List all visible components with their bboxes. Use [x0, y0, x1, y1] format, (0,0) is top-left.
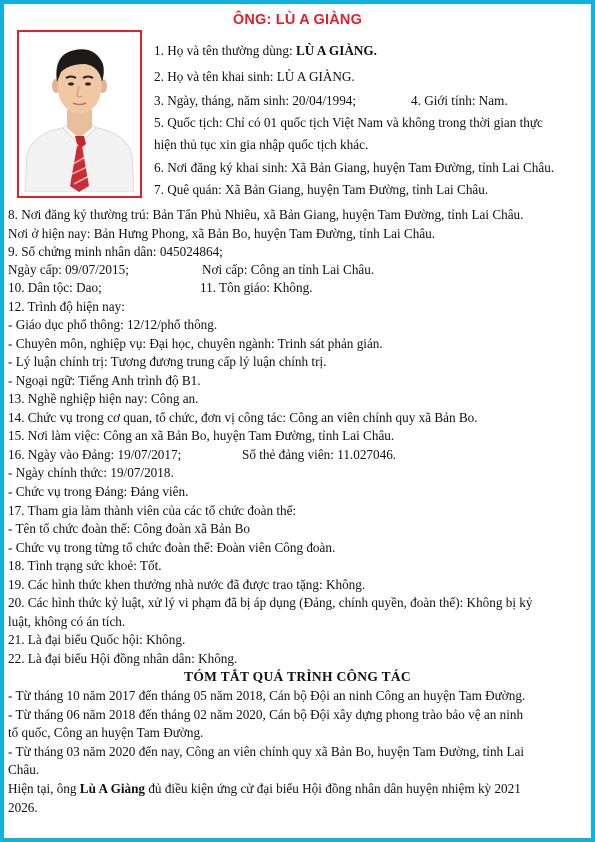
conclusion-name: Lù A Giàng: [79, 781, 146, 796]
page-title: ÔNG: LÙ A GIÀNG: [232, 12, 363, 28]
conclusion-prefix: Hiện tại, ông: [8, 781, 80, 796]
field-ethnicity: 10. Dân tộc: Dao;: [8, 280, 102, 295]
field-id-number: 9. Số chứng minh nhân dân: 045024864;: [8, 244, 223, 259]
field-peoples-council: 22. Là đại biểu Hội đồng nhân dân: Không.: [8, 651, 238, 666]
field-current-residence: Nơi ở hiện nay: Bản Hưng Phong, xã Bản Bo, huyện Tam Đường, tỉnh Lai Châu.: [8, 226, 436, 241]
field-birth-name: 2. Họ và tên khai sinh: LÙ A GIÀNG.: [154, 69, 355, 84]
field-religion: 11. Tôn giáo: Không.: [200, 280, 313, 295]
field-party-official-date: - Ngày chính thức: 19/07/2018.: [8, 465, 174, 480]
field-national-assembly: 21. Là đại biểu Quốc hội: Không.: [8, 632, 186, 647]
field-nationality-line1: 5. Quốc tịch: Chỉ có 01 quốc tịch Việt Nam và không trong thời gian thực: [154, 115, 543, 130]
field-common-name-value: LÙ A GIÀNG.: [295, 43, 377, 58]
field-organization-position: - Chức vụ trong từng tổ chức đoàn thể: Đoàn viên Công đoàn.: [8, 540, 336, 555]
field-education-heading: 12. Trình độ hiện nay:: [8, 299, 125, 314]
field-permanent-residence: 8. Nơi đăng ký thường trú: Bản Tẩn Phủ Nhiêu, xã Bản Giang, huyện Tam Đường, tỉnh Lai Châu.: [8, 207, 524, 222]
field-health: 18. Tình trạng sức khoẻ: Tốt.: [8, 558, 162, 573]
summary-item-3-line1: - Từ tháng 03 năm 2020 đến nay, Công an viên chính quy xã Bản Bo, huyện Tam Đường, tỉnh Lai: [8, 744, 525, 759]
field-professional: - Chuyên môn, nghiệp vụ: Đại học, chuyên ngành: Trinh sát phản gián.: [8, 336, 383, 351]
field-political-theory: - Lý luận chính trị: Tương đương trung cấp lý luận chính trị.: [8, 354, 327, 369]
field-birth-date: 3. Ngày, tháng, năm sinh: 20/04/1994;: [154, 93, 357, 108]
field-general-education: - Giáo dục phổ thông: 12/12/phổ thông.: [8, 317, 218, 332]
field-common-name: [154, 43, 377, 59]
portrait-image: [23, 36, 136, 192]
field-foreign-language: - Ngoại ngữ: Tiếng Anh trình độ B1.: [8, 373, 201, 388]
field-discipline-line2: luật, không có án tích.: [8, 614, 126, 629]
field-occupation: 13. Nghề nghiệp hiện nay: Công an.: [8, 391, 199, 406]
summary-item-2-line1: - Từ tháng 06 năm 2018 đến tháng 02 năm 2020, Cán bộ Đội xây dựng phong trào bảo vệ an ninh: [8, 707, 524, 722]
summary-item-2-line2: tổ quốc, Công an huyện Tam Đường.: [8, 725, 204, 740]
conclusion-line2: 2026.: [8, 800, 38, 815]
field-awards: 19. Các hình thức khen thưởng nhà nước đã được trao tặng: Không.: [8, 577, 366, 592]
field-id-issue-place: Nơi cấp: Công an tỉnh Lai Châu.: [202, 262, 375, 277]
summary-title: TÓM TẮT QUÁ TRÌNH CÔNG TÁC: [184, 669, 411, 684]
field-common-name-label: 1. Họ và tên thường dùng:: [154, 43, 296, 58]
conclusion-line1: [8, 781, 521, 797]
field-organizations-heading: 17. Tham gia làm thành viên của các tổ chức đoàn thể:: [8, 503, 297, 518]
field-id-issue-date: Ngày cấp: 09/07/2015;: [8, 262, 129, 277]
field-birth-registration: 6. Nơi đăng ký khai sinh: Xã Bản Giang, huyện Tam Đường, tỉnh Lai Châu.: [154, 160, 555, 175]
field-party-join-date: 16. Ngày vào Đảng: 19/07/2017;: [8, 447, 182, 462]
field-position: 14. Chức vụ trong cơ quan, tổ chức, đơn vị công tác: Công an viên chính quy xã Bản Bo.: [8, 410, 478, 425]
conclusion-suffix: đủ điều kiện ứng cử đại biểu Hội đồng nhân dân huyện nhiệm kỳ 2021: [145, 781, 521, 796]
field-gender: 4. Giới tính: Nam.: [411, 93, 508, 108]
portrait-photo: [17, 30, 142, 198]
field-hometown: 7. Quê quán: Xã Bản Giang, huyện Tam Đường, tỉnh Lai Châu.: [154, 182, 489, 197]
document-page: [4, 4, 591, 838]
field-organization-name: - Tên tổ chức đoàn thể: Công đoàn xã Bản Bo: [8, 521, 251, 536]
summary-item-1: - Từ tháng 10 năm 2017 đến tháng 05 năm 2018, Cán bộ Đội an ninh Công an huyện Tam Đường.: [8, 688, 526, 703]
field-party-position: - Chức vụ trong Đảng: Đảng viên.: [8, 484, 189, 499]
field-nationality-line2: hiện thủ tục xin gia nhập quốc tịch khác.: [154, 137, 369, 152]
field-workplace: 15. Nơi làm việc: Công an xã Bản Bo, huyện Tam Đường, tỉnh Lai Châu.: [8, 428, 395, 443]
summary-item-3-line2: Châu.: [8, 762, 40, 777]
field-discipline-line1: 20. Các hình thức kỷ luật, xử lý vi phạm đã bị áp dụng (Đảng, chính quyền, đoàn thể): Không bị kỷ: [8, 595, 533, 610]
field-party-card-number: Số thẻ đảng viên: 11.027046.: [242, 447, 397, 462]
